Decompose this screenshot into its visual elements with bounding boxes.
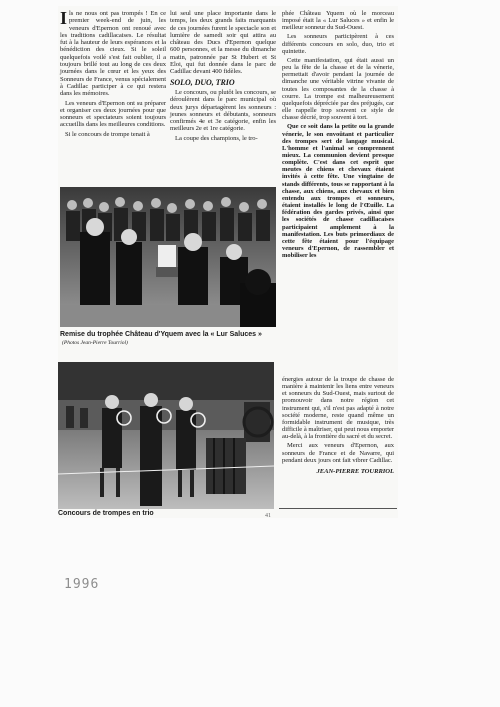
article-paragraph: Que ce soit dans la petite ou la grande vénerie, le son envoûtant et particulier des trompes sert de langage musical. L'homme et l'animal se comprennent mieux. La communion devient presque complète. C'est dans cet esprit que meutes de chiens et chevaux étaient invités à cette fête. Une vingtaine de stands différents, tous se rapportant à la chasse, aux chiens, aux chevaux et bien entendu aux trompes et sonneurs, étaient installés le long de l'Œuille. La fédération des gardes privés, ainsi que les sociétés de chasse cadillacaises participaient amplement à la manifestation. Les buts primordiaux de cette fête étaient pour l'équipage veneurs d'Epernon, de rassembler et mobiliser les [282, 123, 394, 260]
article-paragraph: énergies autour de la troupe de chasse de manière à maintenir les liens entre veneurs et sonneurs du Sud-Ouest, mais surtout de promouvoir dans notre région cet instrument qui, s'il n'est pas adapté à notre société moderne, reste quand même un formidable instrument de musique, très difficile à maîtriser, qui peut nous emporter au-delà, à la frontière du sacré et du secret. [282, 376, 394, 441]
article-paragraph: Le concours, ou plutôt les concours, se déroulèrent dans le parc municipal où deux jurys départagèrent les sonneurs : jeunes sonneurs et débutants, sonneurs confirmés 4e et 3e catégorie, enfin les meilleurs 2e et 1re catégorie. [170, 88, 276, 133]
handwritten-year: 1996 [64, 577, 100, 592]
article-column-3-continued [282, 376, 394, 477]
article-paragraph: Ils ne nous ont pas trompés ! En ce premier week-end de juin, les veneurs d'Epernon ont renoué avec les traditions cadillacaises. Le résultat fut à la hauteur de leurs espérances et la bénédiction des cieux. Si le soleil quelquefois voilé s'est fait oublier, il a toujours brillé tout au long de ces deux journées dans le cœur et les yeux des Sonneurs de France, venus spécialement à Cadillac participer à ce qui restera dans les mémoires. [60, 8, 166, 98]
article-paragraph: lui seul une place importante dans le temps, les deux grands faits marquants de ces journées furent le spectacle son et lumière de samedi soir qui attira au château des Ducs d'Epernon quelque 600 personnes, et la messe du dimanche matin, patronnée par St Hubert et St Eloi, qui fut donnée dans le parc de Cadillac devant 400 fidèles. [170, 10, 276, 76]
trophy-ceremony-photo [60, 187, 276, 327]
photo-credit: (Photos Jean-Pierre Tourriol) [62, 340, 128, 346]
article-column-1 [60, 10, 166, 140]
article-column-3 [282, 10, 394, 261]
top-photo-caption: Remise du trophée Château d'Yquem avec la « Lur Saluces » [60, 331, 262, 338]
bottom-photo-caption: Concours de trompes en trio [58, 510, 154, 517]
page-marker: 41 [265, 513, 271, 519]
article-paragraph: phée Château Yquem où le morceau imposé était la « Lur Saluces » et enfin le meilleur sonneur du Sud-Ouest. [282, 10, 394, 32]
article-paragraph: Cette manifestation, qui était aussi un peu la fête de la chasse et de la vénerie, permettait d'avoir pendant la journée de dimanche une véritable vitrine vivante de toutes les composantes de la chasse à courre. La trompe est malheureusement quelquefois dépréciée par des préjugés, car elle rappelle trop souvent ce style de chasse décrié, trop souvent à tort. [282, 56, 394, 122]
column-rule [279, 508, 397, 509]
article-paragraph: Les sonneurs participèrent à ces différents concours en solo, duo, trio et quintette. [282, 33, 394, 55]
section-subheading: SOLO, DUO, TRIO [170, 77, 235, 87]
author-signature: JEAN-PIERRE TOURRIOL [316, 467, 394, 475]
horn-trio-photo [58, 362, 274, 509]
article-paragraph: Merci aux veneurs d'Epernon, aux sonneurs de France et de Navarre, qui pendant deux jours ont fait vibrer Cadillac. [282, 442, 394, 464]
article-paragraph: Si le concours de trompe tenait à [65, 130, 150, 138]
trophy-ceremony-image [60, 187, 276, 327]
drop-cap: I [60, 8, 67, 28]
article-paragraph: Les veneurs d'Epernon ont su préparer et organiser ces deux journées pour que sonneurs et spectateurs soient toujours accueillis dans les meilleures conditions. [60, 99, 166, 129]
article-column-2 [170, 10, 276, 144]
article-paragraph: La coupe des champions, le tro- [175, 134, 258, 142]
horn-trio-image [58, 362, 274, 509]
